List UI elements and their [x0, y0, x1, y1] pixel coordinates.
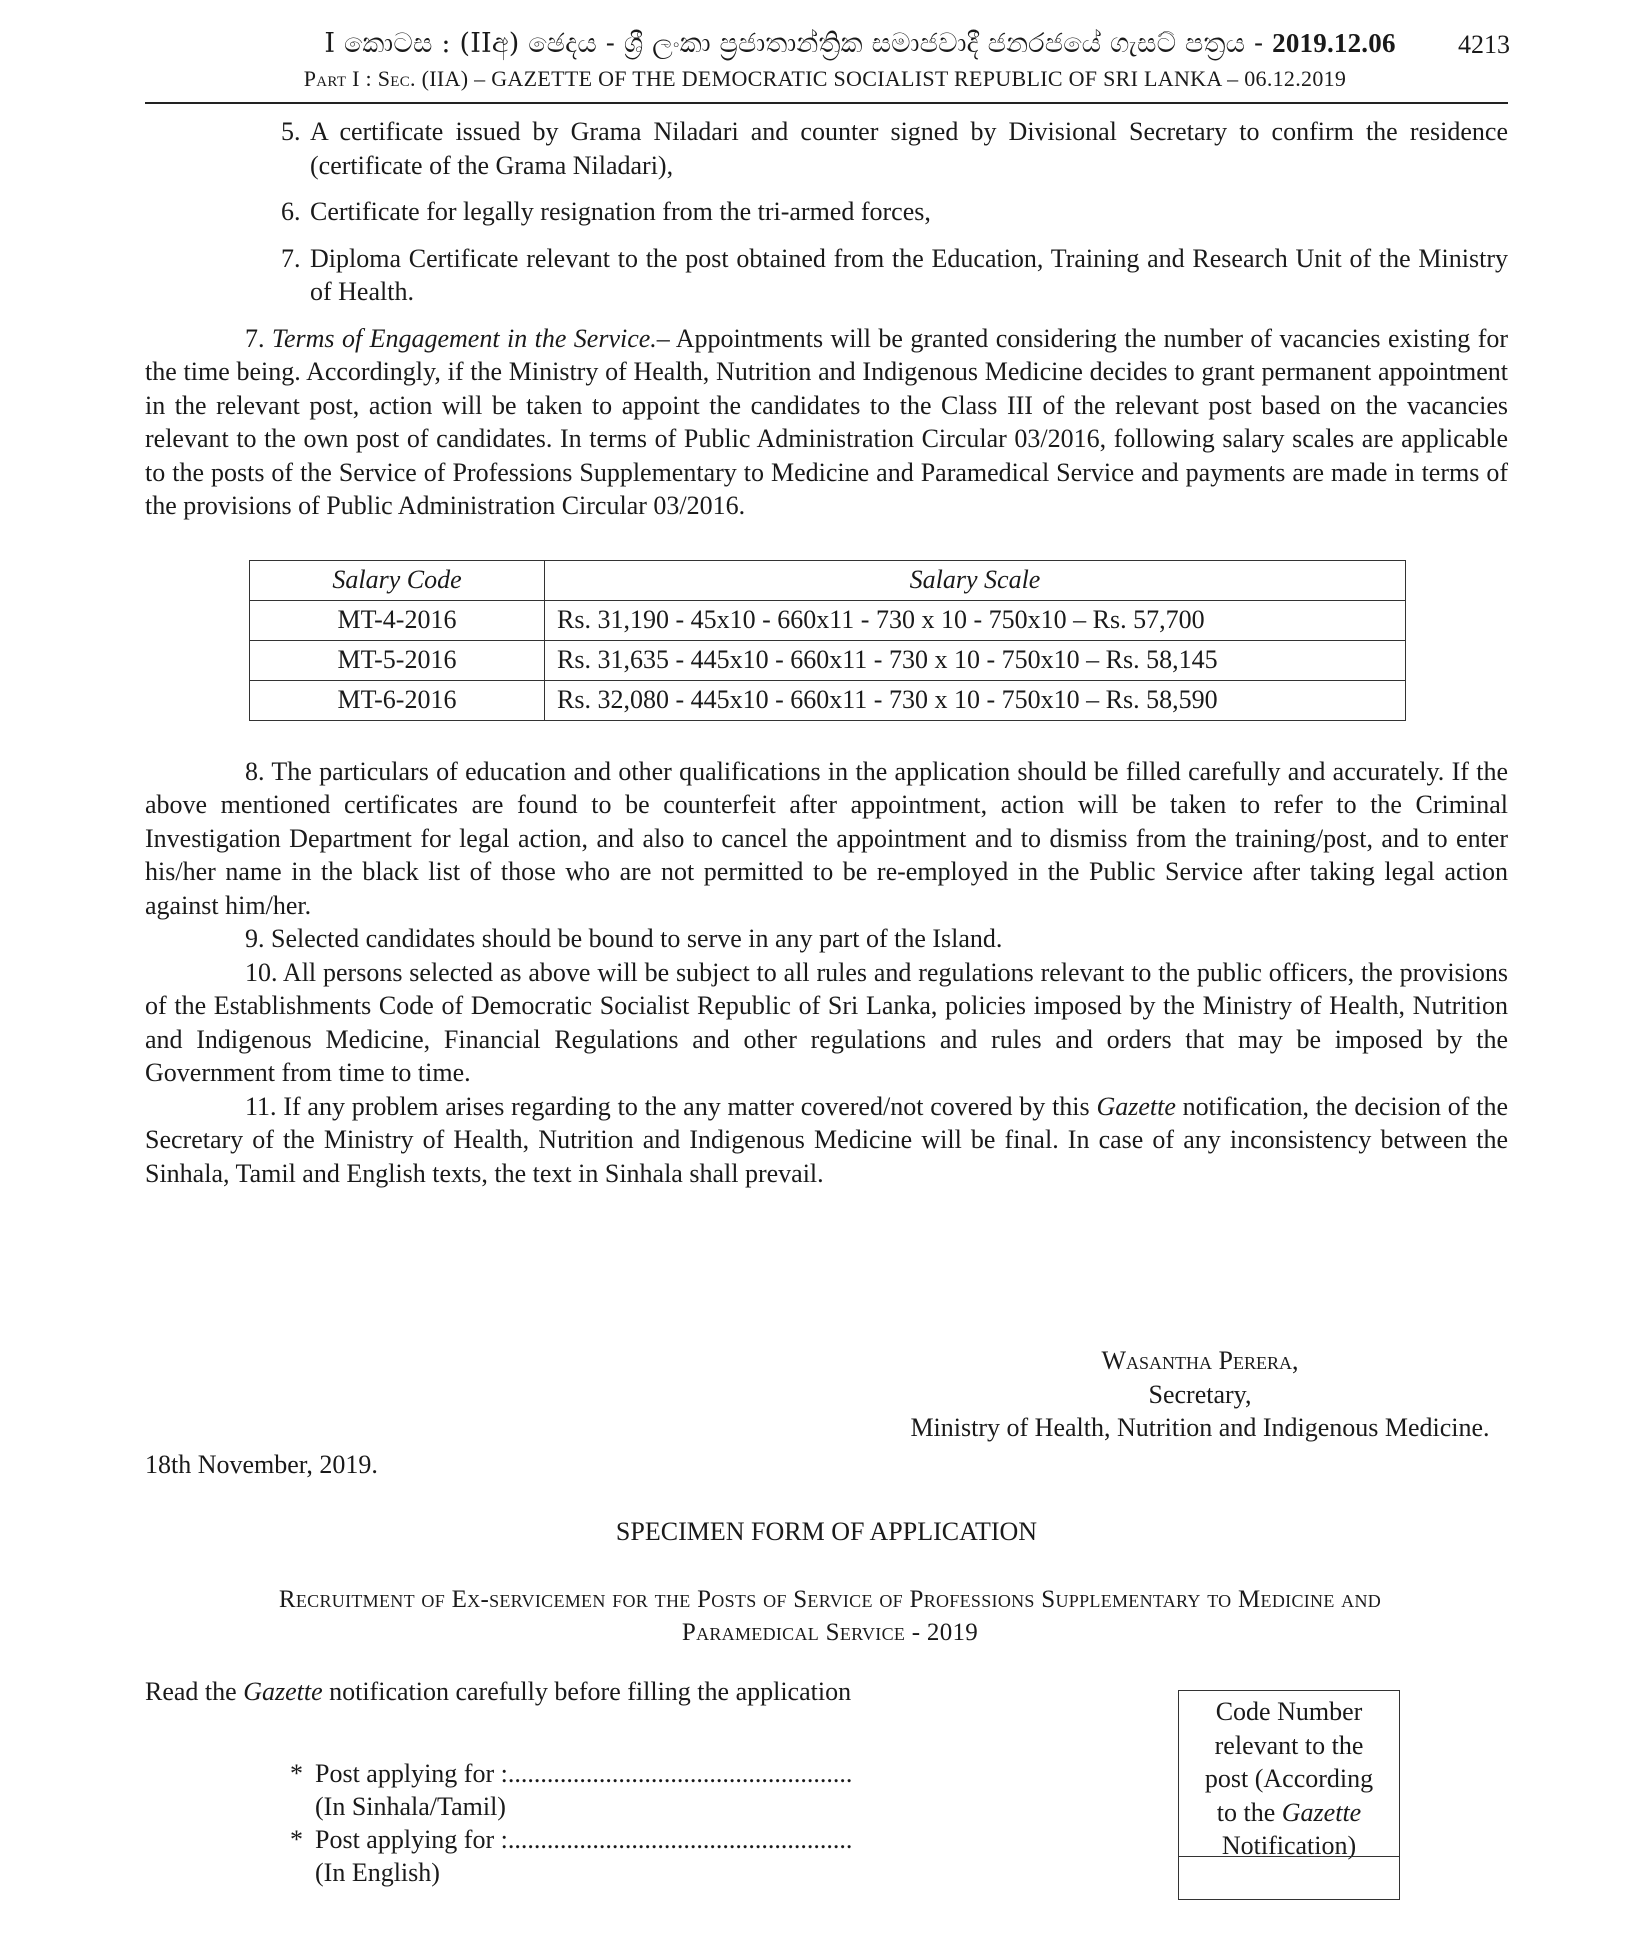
page-number: 4213: [1458, 30, 1510, 59]
column-header-scale: Salary Scale: [545, 560, 1406, 600]
recruitment-title: Recruitment of Ex-servicemen for the Posts of Service of Professions Supplementary to Medicine and Paramedical Service - 2019: [278, 1586, 1382, 1646]
required-marker: *: [290, 1759, 303, 1788]
header-part: Part I: [303, 66, 360, 91]
paragraph-9: 9. Selected candidates should be bound to serve in any part of the Island.: [245, 924, 1003, 953]
code-number-box: [1178, 1690, 1400, 1900]
specimen-title: SPECIMEN FORM OF APPLICATION: [615, 1517, 1038, 1546]
post-field-label: Post applying for :.....................................................: [315, 1825, 853, 1854]
signatory-title: Secretary,: [1148, 1379, 1252, 1409]
paragraph-10: 10. All persons selected as above will be subject to all rules and regulations relevant to the public officers, the provisions of the Establishments Code of Democratic Socialist Republic of Sri Lanka, policies imposed by the Ministry of Health, Nutrition and Indigenous Medicine, Financial Regulations and other regulations and rules and orders that may be imposed by the Government from time to time.: [145, 957, 1508, 1087]
paragraph-11: 11. If any problem arises regarding to the any matter covered/not covered by this Gazette notification, the decision of the Secretary of the Ministry of Health, Nutrition and Indigenous Medicine will be final. In case of any inconsistency between the Sinhala, Tamil and English texts, the text in Sinhala shall prevail.: [145, 1091, 1508, 1188]
signatory-ministry: Ministry of Health, Nutrition and Indigenous Medicine.: [910, 1413, 1490, 1442]
header-english: [145, 66, 1505, 92]
signatory-name: Wasantha Perera,: [1101, 1346, 1299, 1375]
document-body: [145, 115, 1508, 1190]
table-row: MT-5-2016 Rs. 31,635 - 445x10 - 660x11 - 730 x 10 - 750x10 – Rs. 58,145: [250, 640, 1406, 680]
read-note: Read the Gazette notification carefully before filling the application: [145, 1677, 852, 1706]
list-item: 7. Diploma Certificate relevant to the post obtained from the Education, Training and Research Unit of the Ministry of Health.: [281, 243, 1508, 306]
gazette-page: I කොටස : (IIඅ) ඡෙදය - ශ්‍රී ලංකා ප්‍රජාතාන්ත්‍රික සමාජවාදී ජනරජයේ ගැසට් පත්‍රය - 2019.12.06 4213 Part I : Sec. (IIA) – GAZETTE OF THE DEMOCRATIC SOCIALIST REPUBLIC OF SRI LANKA – 06.12.2019 5. A certificate issued by Grama Niladari and counter signed by Divisional Secretary to confirm the residence (certificate of the Grama Niladari), 6. Certificate for legally resignation from the tri-armed forces, 7. Diploma Certificate relevant to the post obtained from the Education, Training and Research Unit of the Ministry of Health. 7. Terms of Engagement in the Service.– Appointments will be granted considering the number of vacancies existing for the time being. Accordingly, if the Ministry of Health, Nutrition and Indigenous Medicine decides to grant permanent appointment in the relevant post, action will be taken to appoint the candidates to the Class III of the relevant post based on the vacancies relevant to the own post of candidates. In terms of Public Administration Circular 03/2016, following salary scales are applicable to the posts of the Service of Professions Supplementary to Medicine and Paramedical Service and payments are made in terms of the provisions of Public Administration Circular 03/2016. Salary Code Salary Scale MT-4-2016 Rs. 31,190 - 45x10 - 660x11 - 730 x 10 - 750x10 – Rs. 57,700 MT-5-2016 Rs. 31,635 - 445x10 - 660x11 - 730 x 10 - 750x10 – Rs. 58,145 MT-6-2016 Rs. 32,080 - 445x10 - 660x11 - 730 x 10 - 750x10 – Rs. 58,590 8. The particulars of education and other qualifications in the application should be filled carefully and accurately. If the above mentioned certificates are found to be counterfeit after appointment, action will be taken to refer to the Criminal Investigation Department for legal action, and also to cancel the appointment and to dismiss from the training/post, and to enter his/her name in the black list of those who are not permitted to be re-employed in the Public Service after taking legal action against him/her. 9. Selected candidates should be bound to serve in any part of the Island. 10. All persons selected as above will be subject to all rules and regulations relevant to the public officers, the provisions of the Establishments Code of Democratic Socialist Republic of Sri Lanka, policies imposed by the Ministry of Health, Nutrition and Indigenous Medicine, Financial Regulations and other regulations and rules and orders that may be imposed by the Government from time to time. 11. If any problem arises regarding to the any matter covered/not covered by this Gazette notification, the decision of the Secretary of the Ministry of Health, Nutrition and Indigenous Medicine will be final. In case of any inconsistency between the Sinhala, Tamil and English texts, the text in Sinhala shall prevail. Wasantha Perera, Secretary, Ministry of Health, Nutrition and Indigenous Medicine. 18th November, 2019. SPECIMEN FORM OF APPLICATION Recruitment of Ex-servicemen for the Posts of Service of Professions Supplementary to Medicine and Paramedical Service - 2019 Read the Gazette notification carefully before filling the application * Post applying for :..................................................... (In Sinhala/Tamil) * Post applying for :..................................................... (In English) Code Number relevant to the post (According to the Gazette Notification): [0, 0, 1643, 1939]
paragraph-7-heading: Terms of Engagement in the Service.: [271, 323, 657, 353]
header-sinhala: [300, 28, 1420, 60]
list-item: 6. Certificate for legally resignation from the tri-armed forces,: [281, 197, 931, 226]
certificate-list: [145, 115, 1508, 309]
code-number-input[interactable]: [1179, 1856, 1399, 1899]
header-sinhala-text: I කොටස : (IIඅ) ඡෙදය - ශ්‍රී ලංකා ප්‍රජාතාන්ත්‍රික සමාජවාදී ජනරජයේ ගැසට් පත්‍රය -: [324, 28, 1273, 59]
table-row: MT-4-2016 Rs. 31,190 - 45x10 - 660x11 - 730 x 10 - 750x10 – Rs. 57,700: [250, 600, 1406, 640]
table-header-row: [250, 560, 1406, 600]
header-sec: Sec.: [377, 66, 416, 91]
header-sinhala-date: 2019.12.06: [1272, 28, 1396, 58]
header-rule: [145, 102, 1508, 104]
salary-table: [249, 560, 1406, 721]
column-header-code: Salary Code: [250, 560, 545, 600]
paragraph-8: 8. The particulars of education and other qualifications in the application should be filled carefully and accurately. If the above mentioned certificates are found to be counterfeit after appointment, action will be taken to refer to the Criminal Investigation Department for legal action, and also to cancel the appointment and to dismiss from the training/post, and to enter his/her name in the black list of those who are not permitted to be re-employed in the Public Service after taking legal action against him/her.: [145, 756, 1508, 920]
header-english-rest: (IIA) – GAZETTE OF THE DEMOCRATIC SOCIALIST REPUBLIC OF SRI LANKA – 06.12.2019: [415, 66, 1347, 91]
signature-block: [820, 1344, 1580, 1445]
list-item: 5. A certificate issued by Grama Niladari and counter signed by Divisional Secretary to confirm the residence (certificate of the Grama Niladari),: [281, 117, 1508, 180]
code-number-label: Code Number relevant to the post (According to the Gazette Notification): [1204, 1697, 1374, 1860]
date-line: 18th November, 2019.: [145, 1450, 378, 1479]
paragraph-7: 7. Terms of Engagement in the Service.– Appointments will be granted considering the number of vacancies existing for the time being. Accordingly, if the Ministry of Health, Nutrition and Indigenous Medicine decides to grant permanent appointment in the relevant post, action will be taken to appoint the candidates to the Class III of the relevant post based on the vacancies relevant to the own post of candidates. In terms of Public Administration Circular 03/2016, following salary scales are applicable to the posts of the Service of Professions Supplementary to Medicine and Paramedical Service and payments are made in terms of the provisions of Public Administration Circular 03/2016.: [145, 323, 1509, 520]
post-field-label: Post applying for :.....................................................: [315, 1759, 853, 1788]
required-marker: *: [290, 1825, 303, 1854]
table-row: MT-6-2016 Rs. 32,080 - 445x10 - 660x11 - 730 x 10 - 750x10 – Rs. 58,590: [250, 680, 1406, 720]
header-sep: :: [359, 66, 378, 91]
